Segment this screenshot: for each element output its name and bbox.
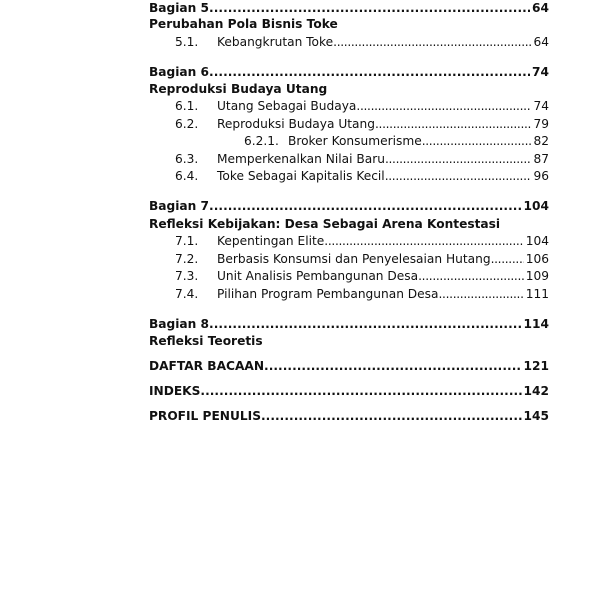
toc-entry-7-2[interactable] [149,251,549,267]
toc-number: 6.3. [175,152,199,166]
toc-label: Bagian 5 [149,1,210,15]
toc-page: 145 [523,409,549,423]
toc-label: Reproduksi Budaya Utang [217,117,375,131]
toc-entry-6-4[interactable] [149,168,549,184]
toc-entry-indeks[interactable] [149,383,549,399]
dot-leader [209,64,530,80]
dot-leader [418,268,524,284]
chapter-title [149,333,549,349]
toc-label: Kepentingan Elite [217,234,325,248]
dot-leader [261,408,522,424]
toc-label: Berbasis Konsumsi dan Penyelesaian Hutang [217,252,491,266]
toc-label: DAFTAR BACAAN [149,359,265,373]
toc-entry-6-2[interactable] [149,116,549,132]
chapter-title-text: Reproduksi Budaya Utang [149,82,328,96]
toc-entry-profil-penulis[interactable] [149,408,549,424]
toc-page: 74 [532,65,549,79]
dot-leader [422,133,532,149]
toc-page: 74 [533,99,549,113]
toc-label: Pilihan Program Pembangunan Desa [217,287,439,301]
chapter-title [149,216,549,232]
toc-label: INDEKS [149,384,201,398]
toc-page: 121 [523,359,549,373]
toc-label: Toke Sebagai Kapitalis Kecil [217,169,385,183]
toc-page: 96 [533,169,549,183]
dot-leader [209,198,522,214]
toc-number: 6.4. [175,169,199,183]
toc-label: Broker Konsumerisme [288,134,422,148]
toc-entry-bagian-7[interactable] [149,198,549,214]
toc-entry-bagian-8[interactable] [149,316,549,332]
dot-leader [324,233,523,249]
toc-entry-bagian-5[interactable] [149,0,549,16]
dot-leader [209,0,530,16]
toc-entry-7-1[interactable] [149,233,549,249]
toc-page: 82 [533,134,549,148]
toc-label: Memperkenalkan Nilai Baru [217,152,385,166]
toc-label: PROFIL PENULIS [149,409,261,423]
toc-number: 7.1. [175,234,199,248]
chapter-title [149,16,549,32]
toc-label: Bagian 6 [149,65,210,79]
toc-number: 7.4. [175,287,199,301]
toc-page: 111 [525,287,549,301]
toc-number: 7.3. [175,269,199,283]
toc-number: 6.2.1. [244,134,279,148]
toc-page: 104 [523,199,549,213]
toc-entry-7-3[interactable] [149,268,549,284]
toc-number: 5.1. [175,35,199,49]
toc-entry-7-4[interactable] [149,286,549,302]
chapter-title [149,81,549,97]
toc-number: 6.1. [175,99,199,113]
toc-page: 114 [523,317,549,331]
toc-number: 7.2. [175,252,199,266]
dot-leader [385,168,532,184]
toc-page: 64 [533,35,549,49]
toc-entry-5-1[interactable] [149,34,549,50]
toc-page: 106 [525,252,549,266]
dot-leader [356,98,531,114]
dot-leader [333,34,531,50]
dot-leader [385,151,532,167]
toc-entry-daftar-bacaan[interactable] [149,358,549,374]
toc-page: 64 [532,1,549,15]
dot-leader [375,116,532,132]
toc-label: Kebangkrutan Toke [217,35,334,49]
dot-leader [439,286,524,302]
toc-page: 104 [525,234,549,248]
toc-entry-bagian-6[interactable] [149,64,549,80]
toc-label: Bagian 7 [149,199,210,213]
toc-page: 109 [525,269,549,283]
toc-page: 79 [533,117,549,131]
dot-leader [264,358,522,374]
toc-label: Bagian 8 [149,317,210,331]
toc-number: 6.2. [175,117,199,131]
toc-page: 142 [523,384,549,398]
toc-entry-6-2-1[interactable] [149,133,549,149]
dot-leader [209,316,522,332]
toc-entry-6-1[interactable] [149,98,549,114]
chapter-title-text: Refleksi Kebijakan: Desa Sebagai Arena Kontestasi [149,217,501,231]
chapter-title-text: Refleksi Teoretis [149,334,263,348]
toc-entry-6-3[interactable] [149,151,549,167]
toc-label: Utang Sebagai Budaya [217,99,357,113]
dot-leader [491,251,524,267]
toc-label: Unit Analisis Pembangunan Desa [217,269,419,283]
dot-leader [200,383,521,399]
chapter-title-text: Perubahan Pola Bisnis Toke [149,17,338,31]
toc-page: 87 [533,152,549,166]
